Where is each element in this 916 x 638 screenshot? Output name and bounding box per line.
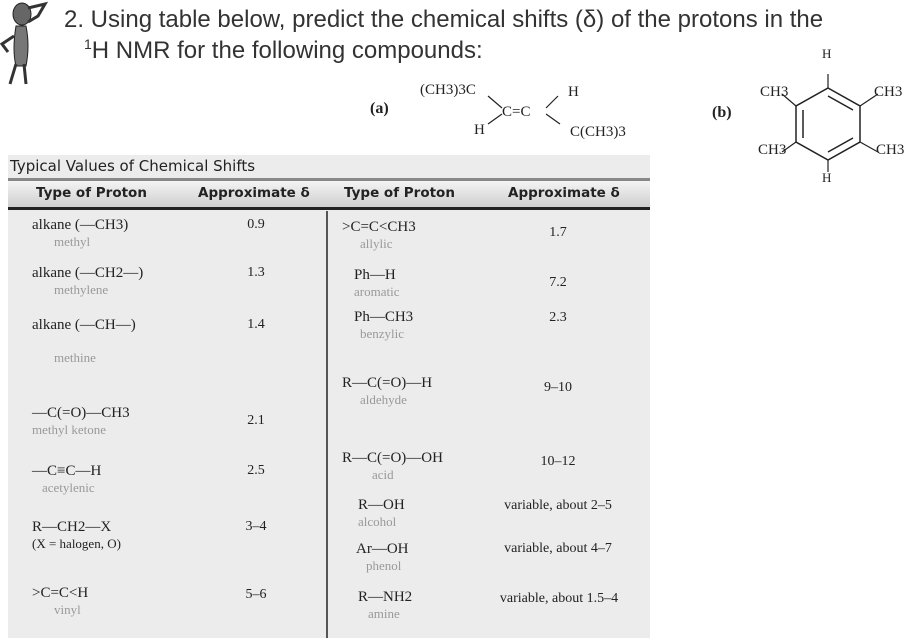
- table-row: [32, 217, 128, 250]
- question-line-2: [84, 36, 483, 65]
- proton-name: alcohol: [358, 514, 397, 529]
- table-row: [356, 541, 409, 574]
- compound-a-top-right: H: [568, 84, 579, 100]
- compound-b-ch3: CH3: [876, 142, 905, 158]
- table-row: [32, 519, 121, 552]
- proton-type: R—C(=O)—OH: [342, 450, 443, 466]
- thinking-figure-icon: [0, 0, 60, 90]
- compound-b-bottom-h: H: [822, 170, 832, 185]
- shift-value: 0.9: [247, 217, 265, 232]
- table-row: [354, 309, 413, 342]
- proton-type: R—CH2—X: [32, 519, 112, 535]
- proton-type: —C(=O)—CH3: [32, 405, 130, 421]
- shift-value: 2.1: [247, 413, 265, 428]
- header-type-of-proton: Type of Proton: [344, 185, 455, 201]
- proton-name: benzylic: [360, 326, 405, 341]
- question-line-1: 2. Using table below, predict the chemical shifts (δ) of the protons in the: [64, 6, 824, 33]
- proton-name: allylic: [360, 236, 393, 251]
- proton-type: Ph—H: [354, 267, 396, 283]
- shift-value: 7.2: [549, 275, 567, 290]
- proton-type: —C≡C—H: [32, 463, 102, 479]
- header-approx-delta: Approximate δ: [508, 185, 620, 201]
- proton-type: Ar—OH: [356, 541, 409, 557]
- proton-name: vinyl: [54, 602, 81, 617]
- compound-b-ch3: CH3: [760, 84, 789, 100]
- chemical-shift-table: [8, 155, 650, 638]
- proton-type: R—NH2: [358, 589, 413, 605]
- compound-b-ch3: CH3: [758, 142, 787, 158]
- compound-a-label: (a): [370, 100, 389, 117]
- proton-type: R—OH: [358, 497, 405, 513]
- table-header: [8, 178, 650, 210]
- proton-type: alkane (—CH2—): [32, 265, 144, 281]
- table-row: [32, 265, 143, 298]
- compound-b-top-h: H: [822, 46, 832, 61]
- proton-name: aromatic: [354, 284, 400, 299]
- proton-type: >C=C<CH3: [342, 219, 416, 235]
- proton-name: methylene: [54, 282, 109, 297]
- table-row: [354, 267, 399, 300]
- column-divider: [326, 211, 328, 638]
- shift-value: variable, about 2–5: [504, 498, 612, 513]
- table-row: [32, 585, 88, 618]
- shift-value: 5–6: [245, 587, 267, 602]
- table-row: [342, 219, 416, 252]
- table-row: [342, 375, 432, 408]
- proton-name: methyl ketone: [32, 422, 107, 437]
- shift-value: 1.4: [247, 317, 265, 332]
- table-row: [32, 463, 101, 496]
- compound-b-benzene-ring: [760, 60, 903, 180]
- table-row: [32, 405, 130, 438]
- table-row: [342, 450, 443, 483]
- shift-value: 10–12: [540, 454, 576, 469]
- proton-name: phenol: [366, 558, 402, 573]
- compound-a-bonds: [480, 90, 580, 130]
- compound-b-label: (b): [712, 104, 732, 121]
- shift-value: 2.3: [549, 310, 567, 325]
- compound-a-bottom-left: H: [474, 122, 485, 138]
- table-row: [32, 317, 136, 366]
- question-line-2-text: H NMR for the following compounds:: [91, 37, 483, 64]
- proton-name: amine: [368, 606, 400, 621]
- proton-name: methyl: [54, 234, 91, 249]
- table-row: [358, 589, 412, 622]
- proton-name: (X = halogen, O): [32, 536, 121, 551]
- proton-type: Ph—CH3: [354, 309, 414, 325]
- compound-a-bottom-right: C(CH3)3: [570, 124, 626, 140]
- shift-value: 3–4: [245, 519, 267, 534]
- shift-value: 1.7: [549, 225, 567, 240]
- proton-name: methine: [54, 350, 96, 365]
- compound-b-ch3: CH3: [874, 84, 903, 100]
- shift-value: 2.5: [247, 463, 265, 478]
- proton-type: alkane (—CH—): [32, 317, 136, 333]
- compound-a-center: C=C: [502, 104, 531, 120]
- proton-name: aldehyde: [360, 392, 407, 407]
- proton-name: acetylenic: [42, 480, 95, 495]
- superscript: 1: [84, 36, 92, 52]
- table-row: [358, 497, 405, 530]
- header-approx-delta: Approximate δ: [198, 185, 310, 201]
- shift-value: 1.3: [247, 265, 265, 280]
- header-type-of-proton: Type of Proton: [36, 185, 147, 201]
- table-title: Typical Values of Chemical Shifts: [10, 157, 256, 175]
- proton-name: acid: [372, 467, 394, 482]
- proton-type: >C=C<H: [32, 585, 89, 601]
- proton-type: R—C(=O)—H: [342, 375, 433, 391]
- proton-type: alkane (—CH3): [32, 217, 129, 233]
- compound-a-top-left: (CH3)3C: [420, 82, 476, 98]
- shift-value: variable, about 4–7: [504, 541, 612, 556]
- shift-value: 9–10: [544, 380, 572, 395]
- shift-value: variable, about 1.5–4: [499, 591, 619, 606]
